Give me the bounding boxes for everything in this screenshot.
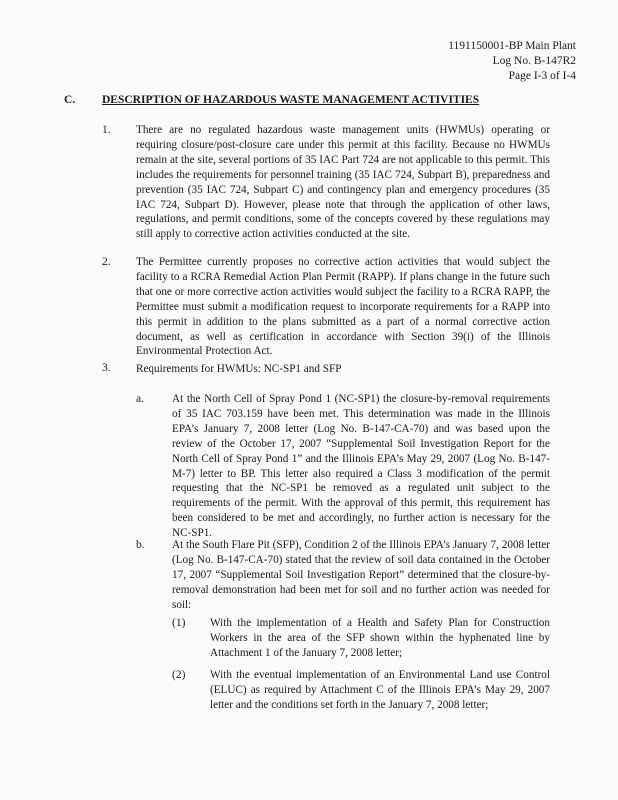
header-log-number: Log No. B-147R2 bbox=[492, 55, 576, 67]
section-letter: C. bbox=[64, 94, 76, 106]
condition-paragraph: With the implementation of a Health and Safety Plan for Construction Workers in the area of the SFP shown within the hyphenated line by Attachment 1 of the January 7, 2008 letter; bbox=[210, 617, 550, 659]
subitem-letter: b. bbox=[136, 539, 145, 551]
item-paragraph: The Permittee currently proposes no corrective action activities that would subject the facility to a RCRA Remedial Action Plan Permit (RAPP). If plans change in the future such that one or more corrective action activities would subject the facility to a RCRA RAPP, the Permittee must submit a modification request to incorporate requirements for a RAPP into this permit in addition to the plans submitted as a part of a normal corrective action document, as well as certification in accordance with Section 39(i) of the Illinois Environmental Protection Act. bbox=[136, 256, 550, 358]
subitem-letter: a. bbox=[136, 393, 144, 405]
subitem-paragraph: At the North Cell of Spray Pond 1 (NC-SP1) the closure-by-removal requirements of 35 IAC 703.159 have been met. This determination was made in the Illinois EPA’s January 7, 2008 letter (Log No. B-147-CA-70) and was based upon the review of the October 17, 2007 “Supplemental Soil Investigation Report for the North Cell of Spray Pond 1” and the Illinois EPA’s May 29, 2007 (Log No. B-147-M-7) letter to BP. This letter also required a Class 3 modification of the permit requesting that the NC-SP1 be removed as a regulated unit subject to the requirements of the permit. With the approval of this permit, this requirement has been considered to be met and accordingly, no further action is necessary for the NC-SP1. bbox=[172, 393, 550, 540]
section-title: DESCRIPTION OF HAZARDOUS WASTE MANAGEMENT ACTIVITIES bbox=[102, 94, 480, 106]
condition-paragraph: With the eventual implementation of an Environmental Land use Control (ELUC) as required by Attachment C of the Illinois EPA’s May 29, 2007 letter and the conditions set forth in the January 7, 2008 letter; bbox=[210, 669, 550, 711]
header-page-number: Page I-3 of I-4 bbox=[508, 70, 576, 82]
item-number: 3. bbox=[102, 362, 111, 374]
item-number: 1. bbox=[102, 124, 111, 136]
header-permit-id: 1191150001-BP Main Plant bbox=[448, 40, 576, 52]
item-heading: Requirements for HWMUs: NC-SP1 and SFP bbox=[136, 363, 342, 375]
page-header bbox=[448, 39, 576, 84]
condition-number: (2) bbox=[172, 669, 186, 681]
item-number: 2. bbox=[102, 256, 111, 268]
subitem-paragraph: At the South Flare Pit (SFP), Condition 2 of the Illinois EPA’s January 7, 2008 letter (Log No. B-147-CA-70) stated that the review of soil data contained in the October 17, 2007 “Supplemental Soil Investigation Report” determined that the closure-by-removal demonstration had been met for soil and no further action was needed for soil: bbox=[172, 539, 550, 611]
condition-number: (1) bbox=[172, 617, 186, 629]
item-paragraph: There are no regulated hazardous waste management units (HWMUs) operating or requiring closure/post-closure care under this permit at this facility. Because no HWMUs remain at the site, several portions of 35 IAC Part 724 are not applicable to this permit. This includes the requirements for personnel training (35 IAC 724, Subpart B), preparedness and prevention (35 IAC 724, Subpart C) and contingency plan and emergency procedures (35 IAC 724, Subpart D). However, please note that through the application of other laws, regulations, and permit conditions, some of the concepts covered by these regulations may still apply to corrective action activities conducted at the site. bbox=[136, 124, 550, 241]
